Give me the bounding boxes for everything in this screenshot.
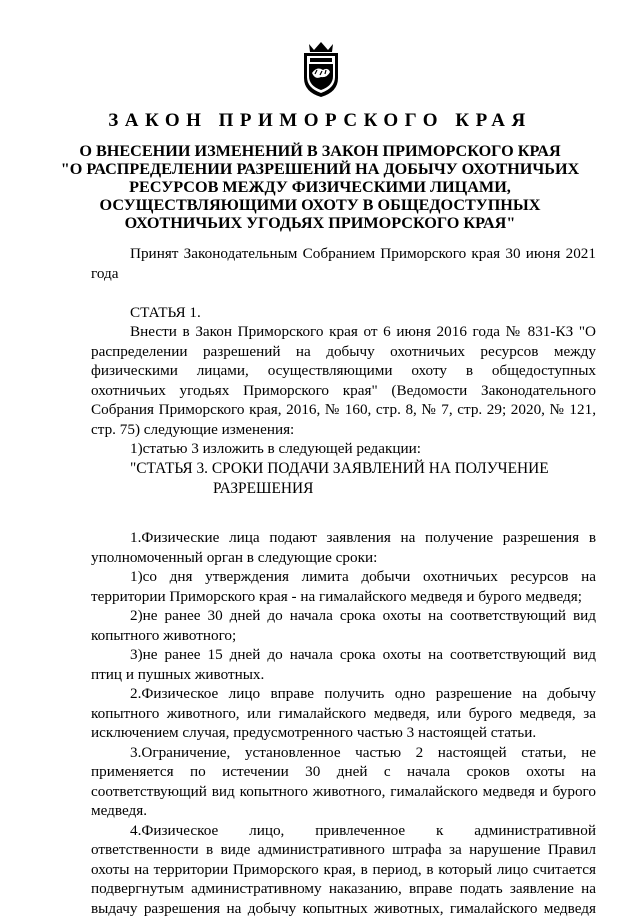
paragraph: 1.Физические лица подают заявления на получение разрешения в уполномоченный орган в следующие сроки: [91, 528, 596, 567]
subtitle-line: О ВНЕСЕНИИ ИЗМЕНЕНИЙ В ЗАКОН ПРИМОРСКОГО КРАЯ [60, 142, 580, 160]
law-title: ЗАКОН ПРИМОРСКОГО КРАЯ [0, 110, 640, 132]
paragraph: 3)не ранее 15 дней до начала срока охоты на соответствующий вид птиц и пушных животных. [91, 645, 596, 684]
article-1-intro: Внести в Закон Приморского края от 6 июня 2016 года № 831-КЗ "О распределении разрешений на добычу охотничьих ресурсов между физическими лицами, осуществляющими охоту в общедоступных охотничьих угодьях Приморского края" (Ведомости Законодательного Собрания Приморского края, 2016, № 160, стр. 8, № 7, стр. 29; 2020, № 121, стр. 75) следующие изменения: [91, 322, 596, 439]
article-3-heading [91, 459, 596, 499]
article-1-heading: СТАТЬЯ 1. [91, 303, 596, 323]
paragraph: 3.Ограничение, установленное частью 2 настоящей статьи, не применяется по истечении 30 дней с начала сроков охоты на соответствующий вид копытного животного, гималайского медведя и бурого медведя. [91, 743, 596, 821]
paragraph: 2)не ранее 30 дней до начала срока охоты на соответствующий вид копытного животного; [91, 606, 596, 645]
paragraph: 4.Физическое лицо, привлеченное к административной ответственности в виде административного штрафа за нарушение Правил охоты на территории Приморского края, в период, в который лицо считается подвергнутым административному наказанию, вправе подать заявление на выдачу разрешения на добычу копытных животных, гималайского медведя [91, 821, 596, 918]
law-subtitle [60, 142, 580, 232]
article-3-heading-line: РАЗРЕШЕНИЯ [91, 479, 596, 499]
subtitle-line: РЕСУРСОВ МЕЖДУ ФИЗИЧЕСКИМИ ЛИЦАМИ, [60, 178, 580, 196]
paragraph: 2.Физическое лицо вправе получить одно разрешение на добычу копытного животного, или гималайского медведя, или бурого медведя, за исключением случая, предусмотренного частью 3 настоящей статьи. [91, 684, 596, 743]
subtitle-line: ОХОТНИЧЬИХ УГОДЬЯХ ПРИМОРСКОГО КРАЯ" [60, 214, 580, 232]
paragraph: 1)со дня утверждения лимита добычи охотничьих ресурсов на территории Приморского края - на гималайского медведя и бурого медведя; [91, 567, 596, 606]
subtitle-line: "О РАСПРЕДЕЛЕНИИ РАЗРЕШЕНИЙ НА ДОБЫЧУ ОХОТНИЧЬИХ [60, 160, 580, 178]
amendment-item-1: 1)статью 3 изложить в следующей редакции: [91, 439, 596, 459]
subtitle-line: ОСУЩЕСТВЛЯЮЩИМИ ОХОТУ В ОБЩЕДОСТУПНЫХ [60, 196, 580, 214]
coat-of-arms-icon [301, 40, 341, 98]
adoption-note: Принят Законодательным Собранием Приморского края 30 июня 2021 года [91, 244, 596, 283]
article-3-heading-line: "СТАТЬЯ 3. СРОКИ ПОДАЧИ ЗАЯВЛЕНИЙ НА ПОЛУЧЕНИЕ [91, 459, 596, 479]
document-body [91, 244, 596, 918]
